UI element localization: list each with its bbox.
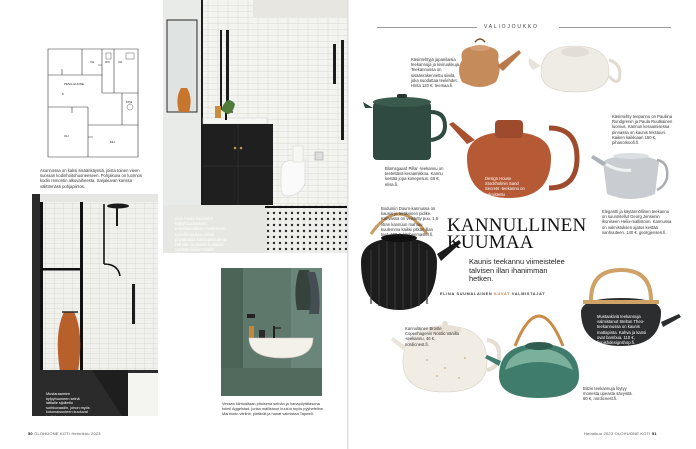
caption-white-round-teapot: Käsintehty teepannu on Pauliina Rundgrenin ja Paula Ruutkainen luomus. Kannun keraamisessa pinnassa on kaunis tekstuuri. Kaiken kaikkiaan 150 €, pihanorkoofi.fi. — [612, 114, 673, 146]
caption-sink: Vessan kiintoaltaan pituisena seinän ja hanapöytätasona toimii Aggelstad, jonka mallistoon kuuluu myös pyyheteline. Marmorin vitriinit, piirtävät ja hanat valmistaa Tapwell. — [222, 401, 325, 416]
photo-wc-sink — [221, 268, 322, 396]
plan-label-kph: KPH — [126, 100, 133, 104]
plan-label-pesu: PESU-HUONE — [64, 82, 85, 86]
plan-label-mh: MH — [110, 140, 115, 144]
left-page — [0, 0, 347, 449]
byline-photographer: VALMISTAJAT — [511, 292, 546, 296]
floor-plan — [42, 45, 144, 160]
dark-green-teapot — [363, 94, 445, 160]
byline-photo-label: KUVAT — [494, 292, 511, 296]
caption-shower: Mustaraamien kylpyhuoneen seinä lattialle sijoitettu suihkuvaadin, johon myös kokonaisuuteen kuuluvat kodinkoneet. — [46, 392, 90, 419]
caption-cream-teapot: Kannuläinen Broste Copenhagenin Nordic Vanilla -teekannu, 46 €, nordicnest.fi. — [405, 326, 459, 347]
caption-teal-teapot: Bitzin teekannuja löytyy monesta upeasta sävyistä. 60 €, nordicnest.fi. — [583, 386, 633, 402]
right-page — [349, 0, 696, 449]
caption-black-teapot: Bodumin Douro-kannussa on kaunis ja teräksinen pidike. Kahvassa on veistetty puu. 1,5 litran kannuun mahtuu kuulemma kaikki pitkän illan teet. 100 €, kitchenmaster.fi. — [381, 206, 439, 238]
plan-label-oh: OH — [64, 134, 69, 138]
folio-left — [28, 431, 101, 436]
photo-shower — [32, 194, 158, 416]
article-lede: Kaunis teekannu viimeistelee talvisen illan ihanimman hetken. — [469, 257, 565, 284]
clay-teapot — [459, 39, 521, 87]
steel-teapot — [591, 153, 667, 199]
issue-right: Helmikuu 2023 — [584, 431, 614, 436]
white-round-teapot — [529, 46, 620, 92]
plan-label-k: K — [62, 92, 65, 96]
magazine-name-left: OLOHUONE KOTI — [34, 431, 71, 436]
plan-label-vh1: VH — [90, 60, 95, 64]
caption-clay-teapot: Käsintehtyjä japanilaisia teekannuja ja kiviruukkuja. Teekannussa on sisäänrakennettu siivilä, joka suodattaa teelehdet. Hinta 120 €, teemaa.fi. — [411, 57, 461, 89]
caption-plan: Asunnossa on kaksi sisäänkäyntiä, joista toinen vieen suoraan kodinhoitohuoneeseen. Pohjakuva on luonnos kodin remontin alkuvaiheesta. Sarjakuvan kanssa välittömästi pohjapiirros. — [40, 168, 142, 189]
caption-rust-teapot: Design House Stockholmin Sand Secrets -teekannu on valmistettu kiviaineskeraamista kivitavarasta. 98 €, royaldesign.fi. — [485, 176, 525, 213]
article-byline — [440, 292, 545, 296]
magazine-name-right: OLOHUONE KOTI — [614, 431, 651, 436]
plan-label-wc: WC — [105, 60, 110, 64]
article-title: KANNULLINEN KUUMAA — [447, 215, 587, 253]
byline-author: ELINA SUUMALAINEN — [440, 292, 493, 296]
page-number-left: 50 — [28, 431, 33, 436]
caption-cabinet: Gee Kasia kuuntelet kylpyhuoneeseen erikoisasusteen modernein tyyleillä taakse pitkää pöytäkatoa kokonaisuutena. Nähtää rautainen kuitaisat vaalean kivien sisälle hiljaisuuteen moderniin puutteen. — [175, 216, 228, 263]
section-kicker: VALIOJOUKKO — [484, 24, 539, 30]
caption-green-teapot: Blomsgaard Pillar -teekannu on teetettävä keraamikkoa. Kannu kestää jopa konepesun. 66 €, elisa.fi. — [385, 166, 444, 187]
page-number-right: 51 — [651, 431, 657, 436]
caption-dark-bamboo-teapot: Mustaakiviä teekannuja valmistanut Stelton Theo-teekannussa on kaunis mattapinta. Kahva ja kansi ovat bambua. 110 €, finnishdesignshop.fi. — [597, 314, 647, 346]
plan-label-vh2: VH — [118, 60, 123, 64]
caption-steel-teapot: Elegantti ja käytännöllinen teekannu on suunnitellut Georg Jensenin ikoniseen Helix-mallistoon. Kannussa on valmistuksen ajatus kestää vanhuuteen. 140 €, georgjensen.fi. — [602, 209, 672, 235]
issue-left: Helmikuu 2023 — [71, 431, 101, 436]
folio-right — [584, 431, 657, 436]
